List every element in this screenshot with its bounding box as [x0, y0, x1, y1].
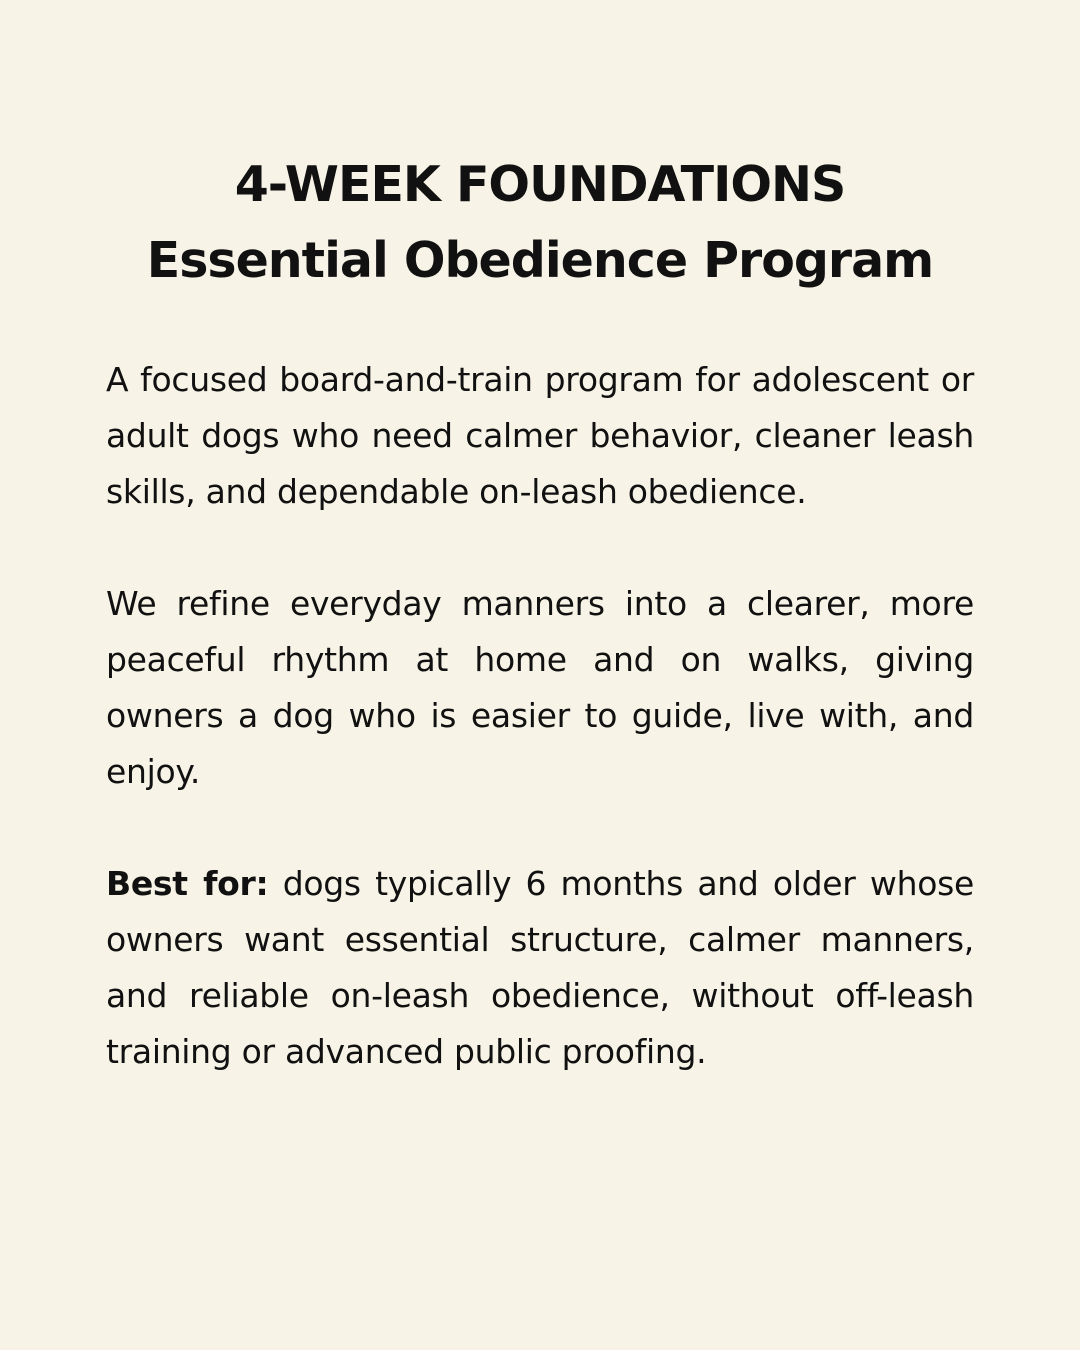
intro-paragraph: A focused board-and-train program for adolescent or adult dogs who need calmer behavior, cleaner leash skills, and dependable on-leash obedience. [106, 360, 974, 511]
benefits-paragraph: We refine everyday manners into a clearer, more peaceful rhythm at home and on walks, giving owners a dog who is easier to guide, live with, and enjoy. [106, 584, 974, 791]
description-block [106, 352, 974, 1080]
best-for-paragraph [106, 856, 974, 1080]
title-block [106, 147, 974, 299]
program-title: 4-WEEK FOUNDATIONS [234, 156, 846, 213]
best-for-text: dogs typically 6 months and older whose owners want essential structure, calmer manners, and reliable on-leash obedience, without off-leash training or advanced public proofing. [106, 864, 974, 1071]
best-for-label: Best for: [106, 864, 269, 903]
program-subtitle: Essential Obedience Program [146, 232, 934, 289]
